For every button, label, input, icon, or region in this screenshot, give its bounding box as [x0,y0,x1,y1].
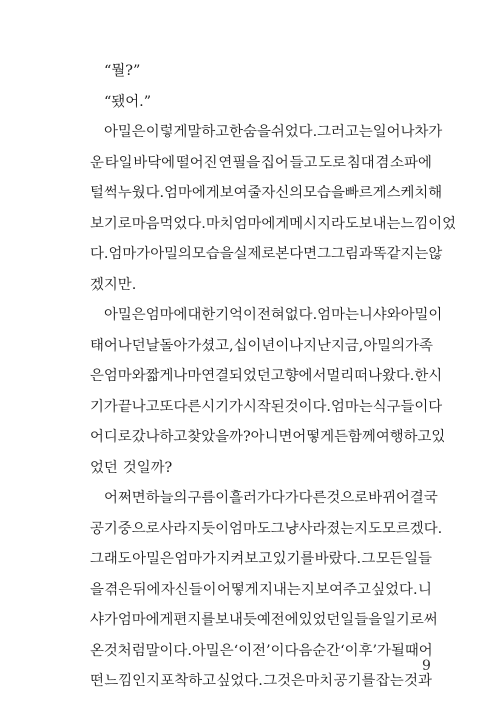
text-line: 은 엄마와 짧게나마 연결되었던 고향에서 멀리 떠나왔다. 한 시 [90,368,443,384]
text-line: 을 겪은 뒤에 자신들이 어떻게 지내는지 보여주고 싶었다. 니 [90,581,432,598]
page-number: 9 [422,658,431,674]
text-line: 떤 느낌인지 포착하고 싶었다. 그것은 마치 공기를 잡는 것과 [90,673,432,689]
text-line: 아밀은 엄마에 대한 기억이 전혀 없다. 엄마는 니샤와 아밀이 [104,307,443,323]
text-line: 그래도 아밀은 엄마가 지켜보고 있기를 바랐다. 그 모든 일들 [90,551,432,567]
text-line: 다. 엄마가 아밀의 모습을 실제로 본다면 그 그림과 똑같지는 않 [90,246,443,262]
text-line: 기가 끝나고 또 다른 시기가 시작된 것이다. 엄마는 식구들이 다 [90,398,443,415]
text-line: 었던 것일까? [90,459,173,476]
text-line: 어디로 갔나 하고 찾았을까? 아니면 어떻게든 함께 여행하고 있 [90,429,446,445]
text-line: “뭘?” [104,63,141,79]
text-line: 겠지만. [90,276,137,293]
text-line: “됐어.” [104,93,152,110]
text-line: 아밀은 이렇게 말하고 한숨을 쉬었다. 그러고는 일어나 차가 [104,124,443,140]
text-line: 샤가 엄마에게 편지를 보내듯 예전에 있었던 일들을 일기로 써 [90,612,438,628]
text-line: 어쩌면 하늘의 구름이 흘러가다가 다른 것으로 바뀌어 결국 [104,490,438,506]
text-line: 털썩 누웠다. 엄마에게 보여줄 자신의 모습을 빠르게 스케치해 [90,185,443,201]
text-line: 온 것처럼 말이다. 아밀은 ‘이전’이 다음 순간 ‘이후’가 될 때 어 [90,642,433,659]
text-line: 공기 중으로 사라지듯이 엄마도 그냥 사라졌는지도 모르겠다. [90,520,443,537]
body-text [90,56,457,697]
text-line: 운 타일 바닥에 떨어진 연필을 집어 들고 도로 침대 겸 소파에 [90,154,432,171]
text-line: 보기로 마음먹었다. 마치 엄마에게 메시지라도 보내는 느낌이었 [90,215,457,232]
text-line: 태어나던 날 돌아가셨고, 십이 년이나 지난 지금, 아밀의 가족 [90,337,433,354]
